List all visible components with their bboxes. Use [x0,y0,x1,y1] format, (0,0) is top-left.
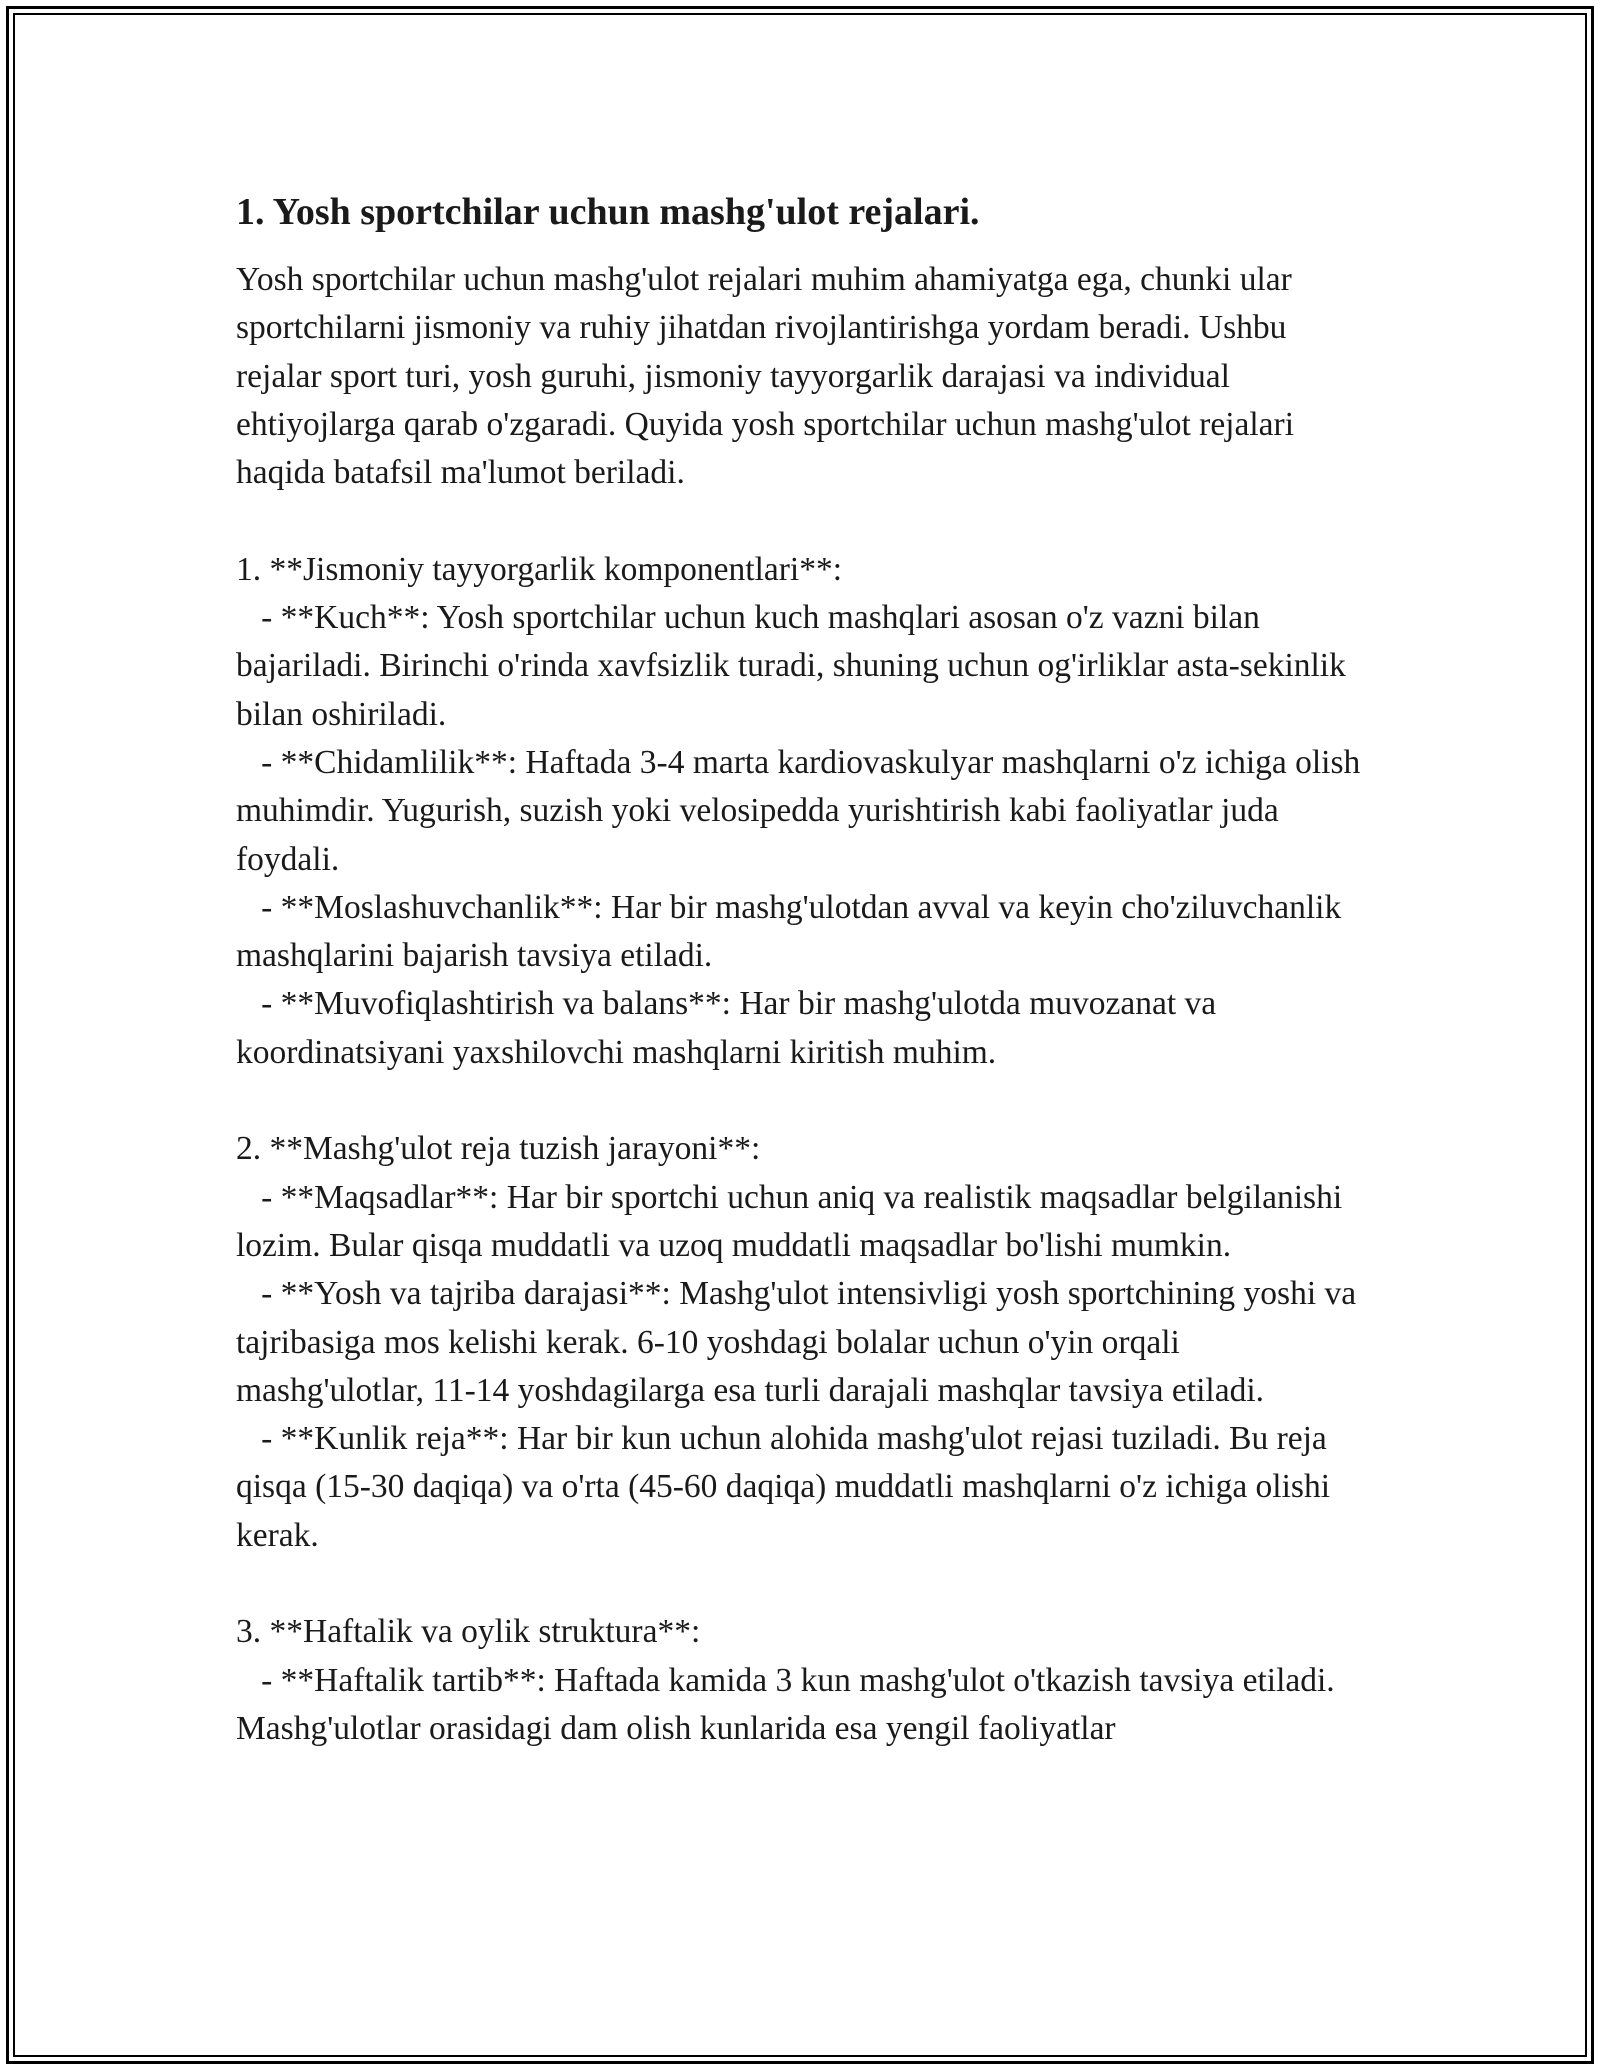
list-item: - **Muvofiqlashtirish va balans**: Har bir mashg'ulotda muvozanat va koordinatsiyani yaxshilovchi mashqlarni kiritish muhim. [236,985,1225,1071]
section-title: 3. **Haftalik va oylik struktura**: [236,1613,701,1651]
intro-paragraph: Yosh sportchilar uchun mashg'ulot rejalari muhim ahamiyatga ega, chunki ular sportchilarni jismoniy va ruhiy jihatdan rivojlantirishga yordam beradi. Ushbu rejalar sport turi, yosh guruhi, jismoniy tayyorgarlik darajasi va individual ehtiyojlarga qarab o'zgaradi. Quyida yosh sportchilar uchun mashg'ulot rejalari haqida batafsil ma'lumot beriladi. [236,261,1303,492]
section-2 [236,1125,1376,1560]
section-title: 1. **Jismoniy tayyorgarlik komponentlari**: [236,550,843,588]
list-item: - **Moslashuvchanlik**: Har bir mashg'ulotdan avval va keyin cho'ziluvchanlik mashqlarini bajarish tavsiya etiladi. [236,888,1350,975]
list-item: - **Kuch**: Yosh sportchilar uchun kuch mashqlari asosan o'z vazni bilan bajariladi. Birinchi o'rinda xavfsizlik turadi, shuning uchun og'irliklar asta-sekinlik bilan oshiriladi. [236,599,1355,733]
list-item: - **Chidamlilik**: Haftada 3-4 marta kardiovaskulyar mashqlarni o'z ichiga olish muhimdir. Yugurish, suzish yoki velosipedda yurishtirish kabi faoliyatlar juda foydali. [236,743,1369,878]
document-body [236,188,1376,1753]
list-item: - **Haftalik tartib**: Haftada kamida 3 kun mashg'ulot o'tkazish tavsiya etiladi. Mashg'ulotlar orasidagi dam olish kunlarida esa yengil faoliyatlar [236,1661,1344,1747]
section-3 [236,1608,1376,1753]
document-heading: 1. Yosh sportchilar uchun mashg'ulot rejalari. [236,191,980,233]
list-item: - **Kunlik reja**: Har bir kun uchun alohida mashg'ulot rejasi tuziladi. Bu reja qisqa (15-30 daqiqa) va o'rta (45-60 daqiqa) muddatli mashqlarni o'z ichiga olishi kerak. [236,1420,1339,1554]
spacer [236,1077,1376,1125]
spacer [236,497,1376,545]
spacer [236,1560,1376,1608]
list-item: - **Maqsadlar**: Har bir sportchi uchun aniq va realistik maqsadlar belgilanishi lozim. Bular qisqa muddatli va uzoq muddatli maqsadlar bo'lishi mumkin. [236,1178,1351,1264]
section-title: 2. **Mashg'ulot reja tuzish jarayoni**: [236,1130,761,1168]
section-1 [236,546,1376,1077]
list-item: - **Yosh va tajriba darajasi**: Mashg'ulot intensivligi yosh sportchining yoshi va tajribasiga mos kelishi kerak. 6-10 yoshdagi bolalar uchun o'yin orqali mashg'ulotlar, 11-14 yoshdagilarga esa turli darajali mashqlar tavsiya etiladi. [236,1275,1365,1409]
